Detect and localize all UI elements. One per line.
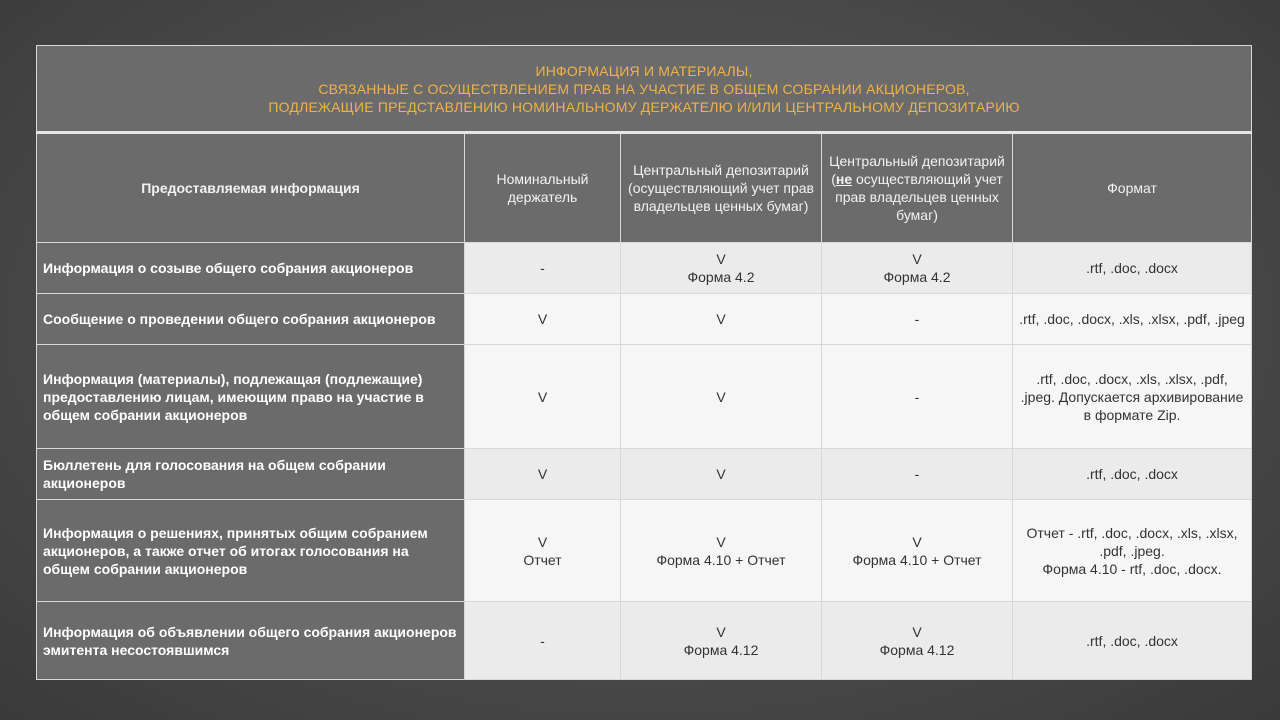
cell-line: V bbox=[716, 311, 726, 327]
cell-line: V bbox=[537, 388, 548, 405]
cell-nominal-holder bbox=[465, 449, 621, 500]
cell-line: .rtf, .doc, .docx bbox=[1086, 466, 1178, 482]
row-info-label: Сообщение о проведении общего собрания акционеров bbox=[37, 294, 465, 345]
cell-nominal-holder bbox=[465, 602, 621, 680]
header-row bbox=[37, 133, 1252, 243]
row-info-label: Информация о созыве общего собрания акционеров bbox=[37, 243, 465, 294]
cell-line: .rtf, .doc, .docx bbox=[1086, 632, 1178, 649]
cell-nominal-holder bbox=[465, 294, 621, 345]
cell-cd-not-keeping-records bbox=[822, 602, 1013, 680]
table-row bbox=[37, 602, 1252, 680]
cell-cd-not-keeping-records bbox=[822, 345, 1013, 449]
row-info-label: Информация об объявлении общего собрания акционеров эмитента несостоявшимся bbox=[37, 602, 465, 680]
cell-cd-keeping-records bbox=[621, 243, 822, 294]
cell-line: Форма 4.10 + Отчет bbox=[656, 551, 786, 568]
cell-line: Форма 4.12 bbox=[683, 641, 759, 658]
header-cd-not-open: ( bbox=[831, 171, 836, 187]
table-row bbox=[37, 294, 1252, 345]
cell-line: Отчет bbox=[523, 551, 562, 568]
row-info-label: Информация (материалы), подлежащая (подлежащие) предоставлению лицам, имеющим право на участие в общем собрании акционеров bbox=[37, 345, 465, 449]
cell-format bbox=[1013, 449, 1252, 500]
cell-cd-not-keeping-records bbox=[822, 243, 1013, 294]
cell-nominal-holder bbox=[465, 500, 621, 602]
title-line-3: ПОДЛЕЖАЩИЕ ПРЕДСТАВЛЕНИЮ НОМИНАЛЬНОМУ ДЕРЖАТЕЛЮ И/ИЛИ ЦЕНТРАЛЬНОМУ ДЕПОЗИТАРИЮ bbox=[268, 98, 1020, 115]
cell-cd-keeping-records bbox=[621, 294, 822, 345]
table-row bbox=[37, 449, 1252, 500]
cell-format bbox=[1013, 294, 1252, 345]
cell-line: Форма 4.2 bbox=[883, 269, 951, 285]
header-cd-not-negation: не bbox=[835, 171, 853, 187]
table-row bbox=[37, 345, 1252, 449]
cell-line: Отчет - .rtf, .doc, .docx, .xls, .xlsx, .pdf, .jpeg. bbox=[1026, 524, 1238, 559]
cell-cd-not-keeping-records bbox=[822, 500, 1013, 602]
cell-nominal-holder bbox=[465, 243, 621, 294]
cell-format bbox=[1013, 602, 1252, 680]
cell-cd-keeping-records bbox=[621, 449, 822, 500]
title-line-1: ИНФОРМАЦИЯ И МАТЕРИАЛЫ, bbox=[535, 62, 753, 79]
cell-line: V bbox=[716, 251, 726, 267]
header-cd-keeping-records: Центральный депозитарий (осуществляющий учет прав владельцев ценных бумаг) bbox=[621, 133, 822, 243]
cell-format bbox=[1013, 243, 1252, 294]
cell-line: V bbox=[716, 623, 726, 640]
header-format: Формат bbox=[1013, 133, 1252, 243]
cell-cd-keeping-records bbox=[621, 345, 822, 449]
cell-cd-keeping-records bbox=[621, 602, 822, 680]
table-row bbox=[37, 500, 1252, 602]
cell-line: - bbox=[914, 388, 920, 405]
cell-line: Форма 4.2 bbox=[687, 269, 755, 285]
cell-nominal-holder bbox=[465, 345, 621, 449]
cell-line: Форма 4.10 - rtf, .doc, .docx. bbox=[1042, 560, 1222, 577]
header-cd-not-rest: осуществляющий учет прав владельцев ценных бумаг) bbox=[835, 171, 1003, 223]
cell-line: Форма 4.10 + Отчет bbox=[852, 551, 982, 568]
cell-format bbox=[1013, 500, 1252, 602]
cell-line: V bbox=[716, 466, 726, 482]
table-title bbox=[37, 46, 1252, 133]
cell-cd-not-keeping-records bbox=[822, 294, 1013, 345]
cell-line: - bbox=[540, 632, 545, 649]
cell-line: .rtf, .doc, .docx bbox=[1086, 260, 1178, 276]
cell-line: - bbox=[914, 311, 920, 327]
header-info: Предоставляемая информация bbox=[37, 133, 465, 243]
header-nominal-holder: Номинальный держатель bbox=[465, 133, 621, 243]
title-line-2: СВЯЗАННЫЕ С ОСУЩЕСТВЛЕНИЕМ ПРАВ НА УЧАСТИЕ В ОБЩЕМ СОБРАНИИ АКЦИОНЕРОВ, bbox=[318, 80, 970, 97]
cell-line: V bbox=[912, 533, 922, 550]
cell-line: V bbox=[716, 388, 726, 405]
cell-cd-keeping-records bbox=[621, 500, 822, 602]
row-info-label: Бюллетень для голосования на общем собрании акционеров bbox=[37, 449, 465, 500]
cell-line: V bbox=[537, 311, 548, 327]
cell-line: V bbox=[912, 251, 922, 267]
cell-line: .rtf, .doc, .docx, .xls, .xlsx, .pdf, .jpeg bbox=[1019, 311, 1245, 327]
info-materials-table bbox=[36, 45, 1252, 680]
cell-line: Форма 4.12 bbox=[879, 641, 955, 658]
cell-line: - bbox=[540, 260, 545, 276]
table-row bbox=[37, 243, 1252, 294]
cell-line: - bbox=[914, 466, 920, 482]
header-cd-not-prefix: Центральный депозитарий bbox=[829, 153, 1005, 169]
cell-cd-not-keeping-records bbox=[822, 449, 1013, 500]
row-info-label: Информация о решениях, принятых общим собранием акционеров, а также отчет об итогах голосования на общем собрании акционеров bbox=[37, 500, 465, 602]
cell-line: V bbox=[537, 466, 548, 482]
cell-line: V bbox=[537, 533, 548, 550]
header-cd-not-keeping-records bbox=[822, 133, 1013, 243]
cell-line: .rtf, .doc, .docx, .xls, .xlsx, .pdf, .jpeg. Допускается архивирование в формате Zip. bbox=[1020, 370, 1244, 423]
cell-line: V bbox=[716, 533, 726, 550]
cell-format bbox=[1013, 345, 1252, 449]
cell-line: V bbox=[912, 623, 922, 640]
